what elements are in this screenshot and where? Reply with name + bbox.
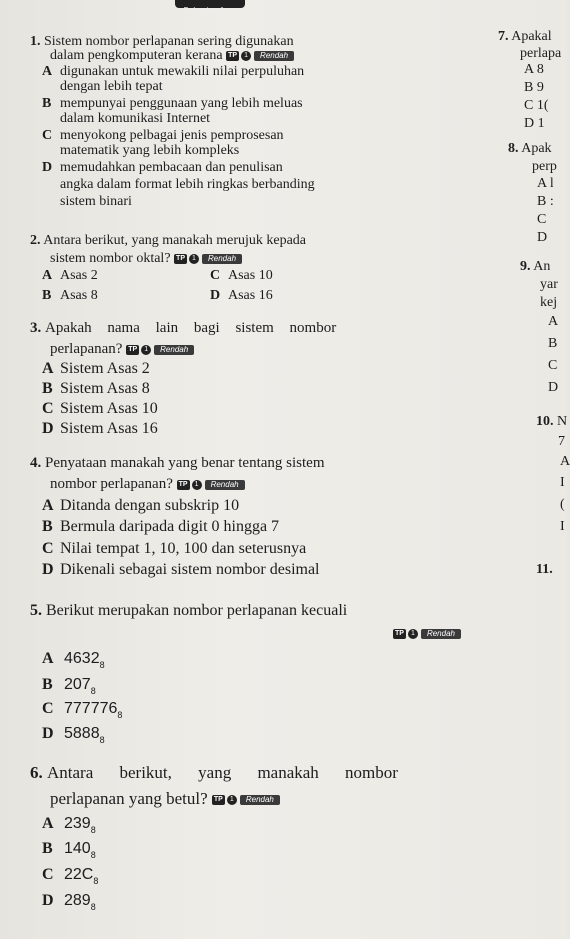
option-base: 8 [90, 850, 96, 860]
question-text: Antara berikut, yang manakah merujuk kepada [43, 233, 307, 248]
tp-badge: TP [395, 630, 404, 638]
q2-option-d[interactable] [210, 288, 273, 304]
q6-option-c[interactable] [42, 866, 98, 884]
option-text: Ditanda dengan subskrip 10 [60, 497, 240, 514]
option-text: D [548, 380, 559, 395]
option-letter: B [42, 288, 52, 303]
q8-option-d[interactable] [537, 230, 547, 246]
option-letter: A [42, 815, 54, 832]
option-text: matematik yang lebih kompleks [60, 143, 240, 158]
q7-option-b[interactable] [524, 80, 544, 96]
q5-option-a[interactable] [42, 650, 105, 668]
q1-option-c-line2 [60, 143, 239, 159]
question-text: Sistem nombor perlapanan sering digunakan [44, 34, 294, 49]
option-letter: C [42, 866, 54, 883]
option-value: 140 [64, 840, 91, 857]
question-text: Antara berikut, yang manakah nombor [47, 763, 398, 782]
option-value: 5888 [64, 725, 100, 742]
question-8 [508, 140, 552, 157]
question-7 [498, 28, 552, 45]
option-letter: C [42, 540, 54, 557]
question-text: 7 [558, 434, 565, 449]
question-1-line2 [50, 47, 294, 64]
option-text: Sistem Asas 2 [60, 360, 150, 377]
option-text: menyokong pelbagai jenis pemprosesan [60, 128, 284, 143]
q1-option-a-line2 [60, 79, 163, 95]
question-2 [30, 232, 306, 249]
option-base: 8 [99, 660, 105, 670]
question-6-line2 [50, 789, 280, 809]
question-4 [30, 455, 325, 472]
question-number: 8. [508, 141, 519, 156]
question-text: N [557, 414, 568, 429]
option-text: B [548, 336, 558, 351]
level-badge: Rendah [205, 480, 245, 490]
tp-badge: TP [213, 796, 223, 804]
level-badge: Rendah [254, 51, 294, 61]
question-text: perlapanan yang betul? [50, 789, 208, 808]
option-letter: C [210, 268, 221, 283]
option-value: 239 [64, 815, 91, 832]
question-text: kej [540, 295, 558, 310]
option-value: 22C [64, 866, 94, 883]
q5-option-c[interactable] [42, 700, 122, 718]
question-6 [30, 763, 398, 783]
q3-option-a[interactable] [42, 360, 150, 378]
option-base: 8 [99, 735, 105, 745]
option-letter: A [42, 497, 54, 514]
question-9 [520, 258, 550, 275]
option-text: memudahkan pembacaan dan penulisan [60, 160, 283, 175]
question-number: 9. [520, 259, 531, 274]
level-number: 1 [189, 254, 199, 264]
level-number: 1 [408, 629, 418, 639]
question-11 [536, 561, 553, 578]
option-text: A l [537, 176, 554, 191]
q6-option-a[interactable] [42, 815, 96, 833]
option-text: Asas 2 [60, 268, 98, 283]
option-text: A [548, 314, 559, 329]
option-letter: C [42, 700, 54, 717]
question-3 [30, 320, 336, 337]
option-value: 207 [64, 676, 91, 693]
option-text: digunakan untuk mewakili nilai perpuluhan [60, 64, 305, 79]
q2-option-b[interactable] [42, 288, 98, 304]
question-7-line2 [520, 45, 561, 62]
option-text: mempunyai penggunaan yang lebih meluas [60, 96, 303, 111]
question-text: Berikut merupakan nombor perlapanan kecuali [46, 602, 348, 619]
question-number: 1. [30, 34, 41, 49]
q9-option-b[interactable] [548, 336, 557, 352]
question-2-line2 [50, 250, 242, 267]
option-text: Asas 8 [60, 288, 98, 303]
q8-option-b[interactable] [537, 194, 554, 210]
question-text: Apakal [511, 29, 552, 44]
section-header: Bahagian A [175, 0, 245, 8]
q7-option-c[interactable] [524, 98, 549, 114]
option-letter: D [42, 725, 54, 742]
question-3-line2 [50, 341, 194, 358]
q4-option-c[interactable] [42, 540, 306, 558]
q1-option-c[interactable] [42, 128, 284, 144]
q5-option-d[interactable] [42, 725, 105, 743]
option-text: C [537, 212, 547, 227]
option-text: C [548, 358, 558, 373]
option-letter: A [42, 360, 54, 377]
option-letter: B [42, 380, 53, 397]
q3-option-b[interactable] [42, 380, 150, 398]
option-letter: A [42, 64, 53, 79]
tp-badge: TP [228, 51, 238, 59]
question-5-badge [393, 625, 461, 643]
level-badge: Rendah [202, 254, 242, 264]
option-value: 289 [64, 892, 91, 909]
option-text: Dikenali sebagai sistem nombor desimal [60, 561, 320, 578]
question-text: perlapanan? [50, 341, 123, 357]
option-text: Sistem Asas 10 [60, 400, 158, 417]
option-text: I [560, 475, 565, 490]
option-letter: D [42, 420, 54, 437]
question-text: Penyataan manakah yang benar tentang sistem [45, 455, 325, 471]
option-text: Bermula daripada digit 0 hingga 7 [60, 518, 280, 535]
tp-badge: TP [176, 254, 185, 262]
option-text: sistem binari [60, 194, 132, 209]
option-text: I [560, 519, 565, 534]
option-letter: D [210, 288, 221, 303]
option-letter: D [42, 561, 54, 578]
q7-option-a[interactable] [524, 62, 544, 78]
question-text: Apak [521, 141, 552, 156]
tp-badge: TP [128, 345, 138, 353]
level-number: 1 [241, 51, 251, 61]
option-text: Sistem Asas 8 [60, 380, 150, 397]
option-letter: B [42, 518, 53, 535]
q1-option-b[interactable] [42, 96, 303, 112]
q8-option-c[interactable] [537, 212, 546, 228]
question-text: An [533, 259, 551, 274]
option-letter: B [42, 676, 53, 693]
q8-option-a[interactable] [537, 176, 554, 192]
option-letter: A [42, 650, 54, 667]
question-number: 10. [536, 414, 554, 429]
question-8-line2 [532, 158, 557, 175]
level-number: 1 [192, 480, 202, 490]
q10-option-b[interactable] [560, 475, 565, 491]
question-text: sistem nombor oktal? [50, 251, 171, 266]
option-letter: B [42, 96, 52, 111]
option-text: dengan lebih tepat [60, 79, 163, 94]
question-number: 7. [498, 29, 509, 44]
level-number: 1 [141, 345, 151, 355]
option-text: Nilai tempat 1, 10, 100 dan seterusnya [60, 540, 307, 557]
question-text: dalam pengkomputeran kerana [50, 48, 223, 63]
option-text: angka dalam format lebih ringkas berbanding [60, 177, 315, 192]
option-text: dalam komunikasi Internet [60, 111, 211, 126]
option-base: 8 [90, 686, 96, 696]
option-letter: D [42, 892, 54, 909]
q3-option-d[interactable] [42, 420, 158, 438]
option-text: D 1 [524, 116, 545, 131]
question-4-line2 [50, 476, 245, 493]
question-text: yar [540, 277, 558, 292]
q3-option-c[interactable] [42, 400, 158, 418]
option-text: A [560, 454, 570, 469]
question-10-line2 [558, 433, 565, 450]
q4-option-a[interactable] [42, 497, 239, 515]
q1-option-b-line2 [60, 111, 210, 127]
question-5 [30, 602, 347, 619]
tp-badge: TP [178, 480, 188, 488]
q10-option-a[interactable] [560, 454, 570, 470]
q9-option-d[interactable] [548, 380, 558, 396]
option-text: D [537, 230, 548, 245]
question-number: 2. [30, 233, 41, 248]
question-text: Apakah nama lain bagi sistem nombor [45, 320, 337, 336]
question-number: 4. [30, 455, 42, 471]
q4-option-d[interactable] [42, 561, 320, 579]
option-text: Asas 16 [228, 288, 273, 303]
question-10 [536, 413, 567, 430]
option-text: Asas 10 [228, 268, 273, 283]
level-badge: Rendah [240, 795, 280, 805]
q2-option-a[interactable] [42, 268, 98, 284]
q10-option-d[interactable] [560, 519, 565, 535]
q1-option-a[interactable] [42, 64, 304, 80]
question-9-line3 [540, 294, 557, 311]
q4-option-b[interactable] [42, 518, 279, 536]
level-number: 1 [227, 795, 237, 805]
q9-option-c[interactable] [548, 358, 557, 374]
option-text: C 1( [524, 98, 549, 113]
question-9-line2 [540, 276, 558, 293]
question-text: perlapa [520, 46, 562, 61]
q9-option-a[interactable] [548, 314, 558, 330]
option-letter: B [42, 840, 53, 857]
option-base: 8 [90, 902, 96, 912]
q7-option-d[interactable] [524, 116, 545, 132]
q1-option-d-line2 [60, 177, 315, 193]
option-value: 777776 [64, 700, 118, 717]
option-letter: A [42, 268, 53, 283]
q5-option-b[interactable] [42, 676, 96, 694]
option-text: ( [560, 497, 565, 512]
option-text: A 8 [524, 62, 544, 77]
q10-option-c[interactable] [560, 497, 565, 513]
option-text: B 9 [524, 80, 544, 95]
q1-option-d-line3 [60, 194, 132, 210]
q1-option-d[interactable] [42, 160, 283, 176]
option-text: B : [537, 194, 554, 209]
q6-option-b[interactable] [42, 840, 96, 858]
option-text: Sistem Asas 16 [60, 420, 158, 437]
level-badge: Rendah [421, 629, 461, 639]
question-number: 6. [30, 763, 43, 782]
option-letter: C [42, 128, 53, 143]
q6-option-d[interactable] [42, 892, 96, 910]
option-letter: D [42, 160, 53, 175]
question-number: 11. [536, 562, 553, 577]
option-base: 8 [90, 825, 96, 835]
option-value: 4632 [64, 650, 100, 667]
question-text: perp [532, 159, 557, 174]
q2-option-c[interactable] [210, 268, 273, 284]
option-base: 8 [117, 710, 123, 720]
option-letter: C [42, 400, 54, 417]
question-number: 5. [30, 602, 42, 619]
level-badge: Rendah [154, 345, 194, 355]
question-text: nombor perlapanan? [50, 476, 173, 492]
question-number: 3. [30, 320, 42, 336]
option-base: 8 [93, 876, 99, 886]
